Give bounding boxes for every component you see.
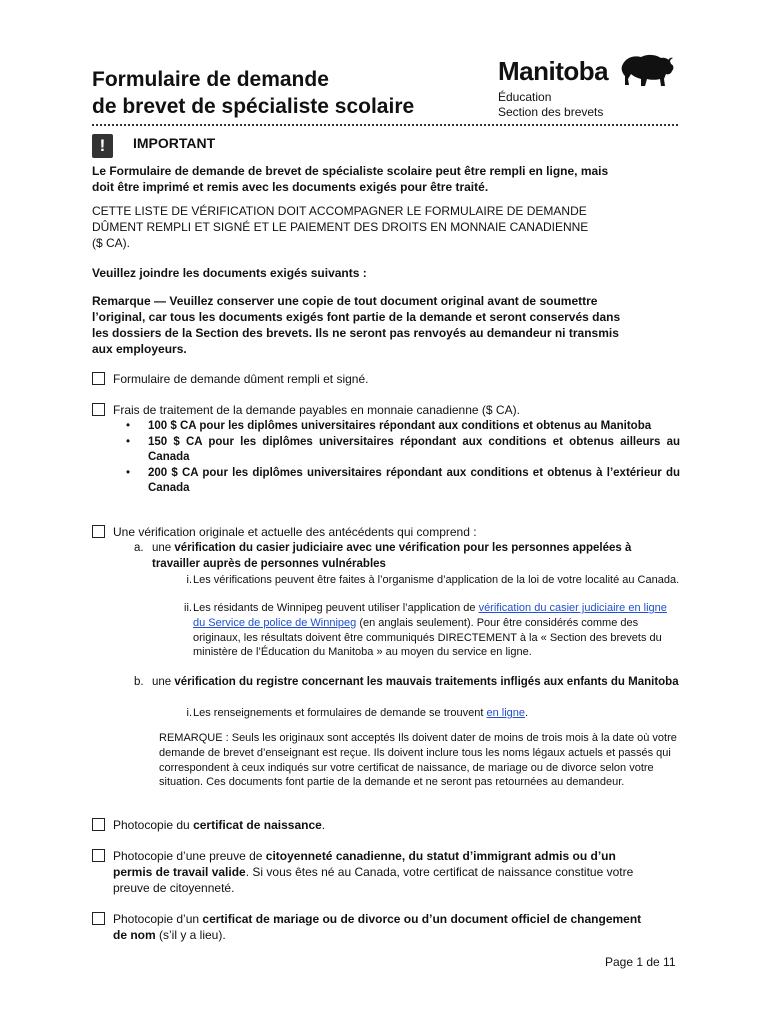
logo-section: Section des brevets xyxy=(498,105,604,119)
subitem-text: . xyxy=(525,707,529,719)
subitem-text: une xyxy=(152,676,175,688)
remark-line: les dossiers de la Section des brevets. Ils ne seront pas renvoyés au demandeur ni transmis xyxy=(92,326,619,340)
remark-line: l’original, car tous les documents exigés font partie de la demande et seront conservés dans xyxy=(92,310,621,324)
remark-line: aux employeurs. xyxy=(92,342,187,356)
subitem-marker: i. xyxy=(186,707,192,719)
title-line-1: Formulaire de demande xyxy=(92,68,329,91)
notice-line: CETTE LISTE DE VÉRIFICATION DOIT ACCOMPAGNER LE FORMULAIRE DE DEMANDE xyxy=(92,204,587,218)
checklist-item-label: Formulaire de demande dûment rempli et signé. xyxy=(113,372,369,386)
subitem-text: une xyxy=(152,542,175,554)
item-text: preuve de citoyenneté. xyxy=(113,881,235,895)
checklist-notice xyxy=(92,203,682,251)
item-text: Photocopie d’une preuve de xyxy=(113,849,266,863)
checkbox[interactable] xyxy=(92,818,105,831)
checklist-item-label xyxy=(113,911,641,943)
intro-line: doit être imprimé et remis avec les documents exigés pour être traité. xyxy=(92,180,489,194)
item-bold-text: de nom xyxy=(113,928,156,942)
police-check-link[interactable]: vérification du casier judiciaire en ligne du Service de police de Winnipeg xyxy=(193,602,667,629)
intro-line: Le Formulaire de demande de brevet de spécialiste scolaire peut être rempli en ligne, mais xyxy=(92,164,609,178)
item-text: . xyxy=(321,818,326,832)
fee-item: • 150 $ CA pour les diplômes universitaires répondant aux conditions et obtenus ailleurs au Canada xyxy=(126,435,680,466)
subitem-text: Les vérifications peuvent être faites à l’organisme d’application de la loi de votre localité au Canada. xyxy=(193,574,680,586)
dotted-divider xyxy=(92,124,678,126)
logo-department: Éducation xyxy=(498,90,552,104)
remark-paragraph xyxy=(92,293,682,357)
checkbox[interactable] xyxy=(92,912,105,925)
checkbox[interactable] xyxy=(92,372,105,385)
page-number: Page 1 de 11 xyxy=(605,955,676,969)
notice-line: DÛMENT REMPLI ET SIGNÉ ET LE PAIEMENT DES DROITS EN MONNAIE CANADIENNE xyxy=(92,220,589,234)
subitem-bold-text: vérification du registre concernant les mauvais traitements infligés aux enfants du Manitoba xyxy=(174,676,679,688)
checklist-item-label xyxy=(113,848,633,896)
checkbox[interactable] xyxy=(92,403,105,416)
item-bold-text: certificat de naissance xyxy=(193,818,322,832)
subitem-b-i xyxy=(176,706,682,721)
subitem-text: (en anglais seulement). Pour être considérés comme des originaux, les résultats doivent être communiqués DIRECTEMENT à la « Section des brevets du ministère de l’Éducation du Manitoba » au moyen du service en ligne. xyxy=(193,616,662,659)
checklist-item-label: Frais de traitement de la demande payables en monnaie canadienne ($ CA). xyxy=(113,403,520,417)
fee-item: • 200 $ CA pour les diplômes universitaires répondant aux conditions et obtenus à l’extérieur du Canada xyxy=(126,466,680,497)
page-title xyxy=(92,66,414,120)
checkbox[interactable] xyxy=(92,525,105,538)
intro-paragraph xyxy=(92,163,682,195)
title-line-2: de brevet de spécialiste scolaire xyxy=(92,95,415,118)
fee-list xyxy=(126,419,680,497)
notice-line: ($ CA). xyxy=(92,236,131,250)
item-text: Photocopie du xyxy=(113,818,194,832)
item-bold-text: permis de travail valide xyxy=(113,865,246,879)
fee-item: • 100 $ CA pour les diplômes universitaires répondant aux conditions et obtenus au Manitoba xyxy=(126,419,680,435)
subitem-marker: b. xyxy=(134,676,144,688)
subitem-text: Les résidants de Winnipeg peuvent utiliser l’application de xyxy=(193,602,479,614)
subitem-a-i xyxy=(176,573,682,588)
subitem-marker: ii. xyxy=(184,602,192,614)
subitem-marker: i. xyxy=(186,574,192,586)
documents-heading: Veuillez joindre les documents exigés suivants : xyxy=(92,266,367,280)
item-text: . Si vous êtes né au Canada, votre certificat de naissance constitue votre xyxy=(245,865,634,879)
logo-wordmark: Manitoba xyxy=(498,56,609,86)
subitem-b xyxy=(134,675,680,691)
originals-remark: REMARQUE : Seuls les originaux sont acceptés Ils doivent dater de moins de trois mois à la date où votre demande de brevet d’enseignant est reçue. Ils doivent inclure tous les noms légaux actuels et passés qui correspondent à ceux indiqués sur votre certificat de naissance, de mariage ou de divorce selon votre situation. Ces documents font partie de la demande et ne seront pas retournées au demandeur. xyxy=(159,732,677,789)
online-forms-link[interactable]: en ligne xyxy=(486,707,526,719)
item-text: (s’il y a lieu). xyxy=(155,928,226,942)
checkbox[interactable] xyxy=(92,849,105,862)
subitem-text: Les renseignements et formulaires de demande se trouvent xyxy=(193,707,487,719)
checklist-item-label: Une vérification originale et actuelle des antécédents qui comprend : xyxy=(113,525,477,539)
item-bold-text: citoyenneté canadienne, du statut d’immigrant admis ou d’un xyxy=(265,849,616,863)
subitem-a-ii xyxy=(176,601,682,660)
subitem-marker: a. xyxy=(134,542,144,554)
subitem-bold-text: vérification du casier judiciaire avec une vérification pour les personnes appelées à travailler auprès de personnes vulnérables xyxy=(152,542,632,570)
bison-icon xyxy=(619,52,675,88)
important-label: IMPORTANT xyxy=(133,135,216,151)
item-bold-text: certificat de mariage ou de divorce ou d’un document officiel de changement xyxy=(202,912,642,926)
manitoba-logo xyxy=(498,52,688,122)
checklist-item-label xyxy=(113,817,325,833)
item-text: Photocopie d’un xyxy=(113,912,203,926)
remark-line: Remarque — Veuillez conserver une copie de tout document original avant de soumettre xyxy=(92,294,598,308)
subitem-a xyxy=(134,541,680,572)
exclamation-icon: ! xyxy=(92,134,113,158)
